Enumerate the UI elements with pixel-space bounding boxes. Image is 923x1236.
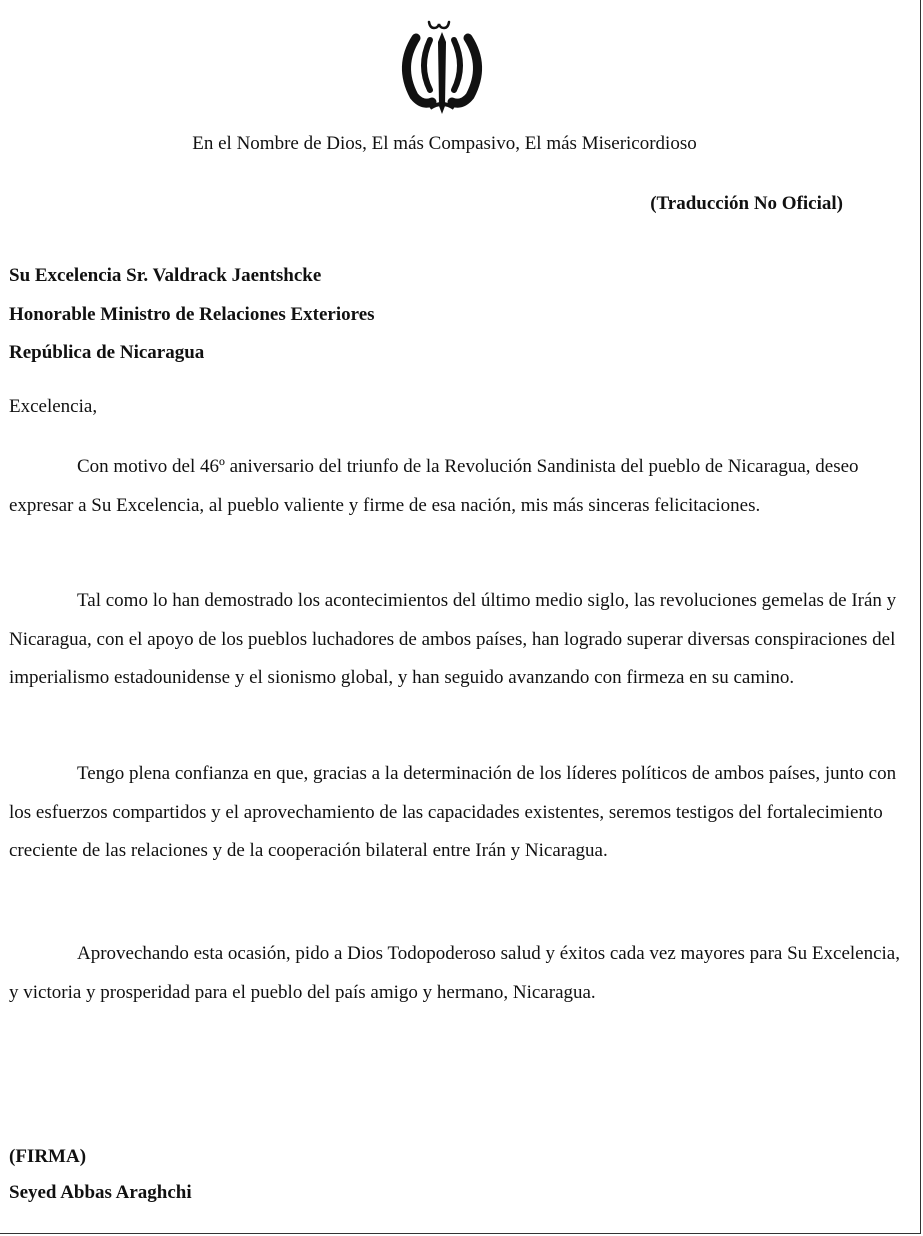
translation-note: (Traducción No Oficial) xyxy=(650,193,843,214)
iran-emblem-icon xyxy=(392,14,492,114)
body-paragraph-1: Con motivo del 46º aniversario del triunfo de la Revolución Sandinista del pueblo de Nicaragua, deseo expresar a Su Excelencia, al pueblo valiente y firme de esa nación, mis más sinceras felicitaciones. xyxy=(9,456,859,516)
body-paragraph-3: Tengo plena confianza en que, gracias a la determinación de los líderes políticos de ambos países, junto con los esfuerzos compartidos y el aprovechamiento de las capacidades existentes, seremos testigos del fortalecimiento creciente de las relaciones y de la cooperación bilateral entre Irán y Nicaragua. xyxy=(9,763,897,861)
signer-name: Seyed Abbas Araghchi xyxy=(9,1182,192,1203)
body-paragraph-2: Tal como lo han demostrado los acontecimientos del último medio siglo, las revoluciones gemelas de Irán y Nicaragua, con el apoyo de los pueblos luchadores de ambos países, han logrado superar diversas conspiraciones del imperialismo estadounidense y el sionismo global, y han seguido avanzando con firmeza en su camino. xyxy=(9,590,897,688)
invocation-text: En el Nombre de Dios, El más Compasivo, El más Misericordioso xyxy=(192,133,697,154)
body-paragraph-4: Aprovechando esta ocasión, pido a Dios Todopoderoso salud y éxitos cada vez mayores para Su Excelencia, y victoria y prosperidad para el pueblo del país amigo y hermano, Nicaragua. xyxy=(9,943,900,1003)
salutation: Excelencia, xyxy=(9,396,98,417)
addressee-name: Su Excelencia Sr. Valdrack Jaentshcke xyxy=(9,265,322,286)
invocation-line xyxy=(0,133,923,155)
signature-label: (FIRMA) xyxy=(9,1146,87,1167)
addressee-block xyxy=(9,257,375,373)
addressee-country: República de Nicaragua xyxy=(9,342,205,363)
addressee-title: Honorable Ministro de Relaciones Exteriores xyxy=(9,303,375,325)
